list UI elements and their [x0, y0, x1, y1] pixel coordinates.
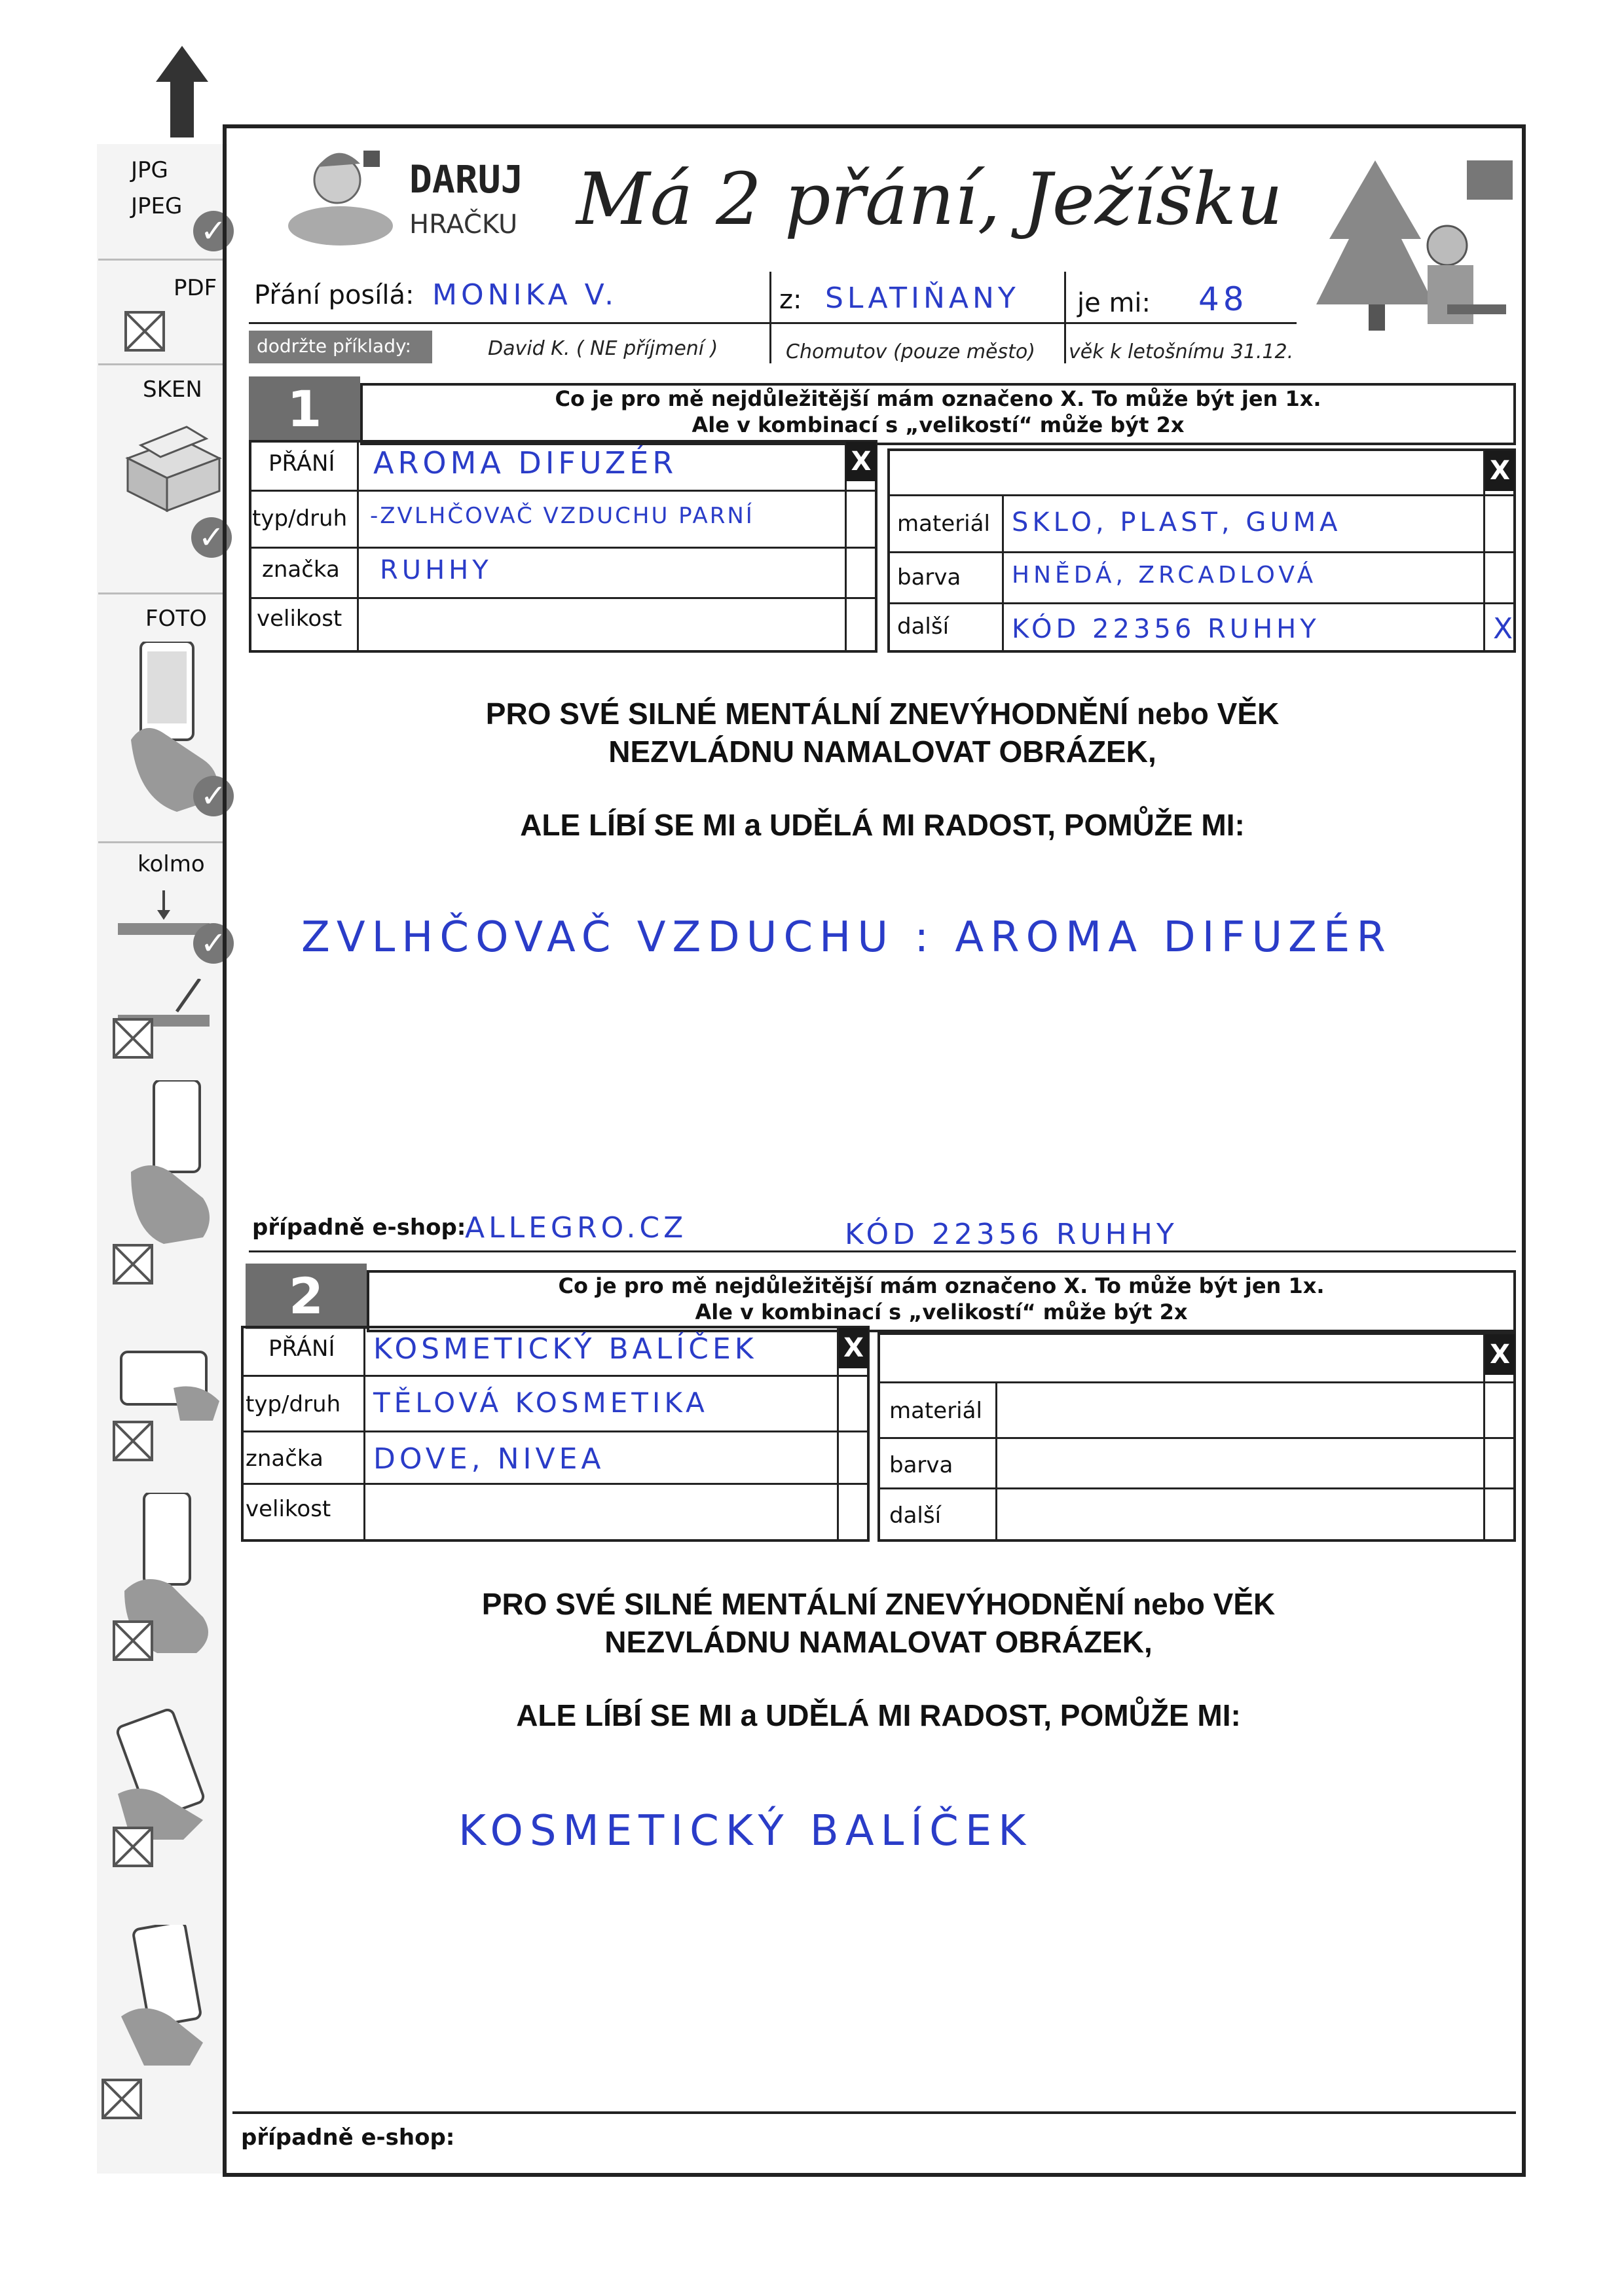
example-city: Chomutov (pouze město) [786, 340, 1035, 363]
wish-2-statement-line1: PRO SVÉ SILNÉ MENTÁLNÍ ZNEVÝHODNĚNÍ nebo VĚK [481, 1587, 1276, 1621]
w2-eshop-line [232, 2111, 1516, 2114]
from-label: z: [779, 285, 802, 315]
wish-1-x-mark: X [846, 442, 876, 481]
sidebar-photo-label: FOTO [145, 606, 207, 632]
wish-1-label-type: typ/druh [252, 505, 348, 532]
wish-2-handwritten: KOSMETICKÝ BALÍČEK [458, 1807, 1033, 1855]
scanner-icon [121, 412, 226, 517]
w2r-row-div1 [877, 1437, 1516, 1439]
wish-1-other-mark: X [1493, 612, 1517, 646]
w1r-row-div2 [887, 602, 1516, 604]
sender-label: Přání posílá: [254, 280, 415, 310]
angle-cross-icon-5 [101, 2079, 142, 2119]
wish-1-eshop-extra: KÓD 22356 RUHHY [845, 1218, 1178, 1251]
examples-label: dodržte příklady: [257, 335, 411, 357]
wish-1-statement-line1: PRO SVÉ SILNÉ MENTÁLNÍ ZNEVÝHODNĚNÍ nebo VĚK [485, 697, 1280, 731]
w1-row-div3 [249, 597, 877, 599]
up-arrow-icon [156, 46, 208, 137]
from-value: SLATIŇANY [825, 282, 1020, 315]
wish-2-statement-line2: NEZVLÁDNU NAMALOVAT OBRÁZEK, [604, 1625, 1153, 1659]
phone-angle-icon-4 [105, 1709, 223, 1840]
angle-cross-icon-1 [113, 1244, 153, 1285]
w1-row-div1 [249, 490, 877, 492]
angle-cross-icon-3 [113, 1620, 153, 1661]
wish-2-right-x-mark: X [1485, 1334, 1515, 1375]
phone-angle-icon-1 [118, 1080, 223, 1250]
scan-check-icon: ✓ [191, 517, 232, 558]
wish-1-number: 1 [249, 376, 360, 442]
w1-row-div2 [249, 547, 877, 549]
wish-1-label-size: velikost [257, 606, 342, 632]
wish-1-value-color: HNĚDÁ, ZRCADLOVÁ [1012, 562, 1318, 589]
wish-2-label-wish: PŘÁNÍ [268, 1336, 335, 1362]
phone-angle-icon-5 [111, 1925, 223, 2069]
wish-2-eshop-label: případně e-shop: [241, 2124, 455, 2151]
wish-1-label-wish: PŘÁNÍ [268, 450, 335, 477]
wish-1-value-brand: RUHHY [380, 555, 492, 585]
jpg-check-icon: ✓ [193, 211, 234, 251]
wish-1-statement-line2: NEZVLÁDNU NAMALOVAT OBRÁZEK, [608, 735, 1156, 769]
wish-1-label-brand: značka [262, 556, 340, 583]
wish-2-instruction-line2: Ale v kombinací s „velikostí“ může být 2x [695, 1300, 1188, 1324]
christmas-tree-icon [1303, 147, 1519, 363]
w2r-row-div0 [877, 1381, 1516, 1383]
wish-1-value-wish: AROMA DIFUZÉR [373, 445, 678, 481]
sidebar-jpg-label: JPG [131, 157, 168, 183]
age-value: 48 [1198, 280, 1248, 318]
logo-daruj: DARUJ [409, 157, 524, 202]
wish-1-handwritten: ZVLHČOVAČ VZDUCHU : AROMA DIFUZÉR [301, 913, 1392, 962]
w2-col-div [363, 1326, 365, 1542]
w1r-row-div1 [887, 551, 1516, 553]
photo-check-icon: ✓ [193, 776, 234, 816]
tilted-cross-icon [113, 1018, 153, 1059]
age-divider [1064, 272, 1066, 363]
w1r-row-div0 [887, 494, 1516, 496]
pdf-cross-icon [124, 311, 165, 352]
example-age: věk k letošnímu 31.12. [1069, 340, 1294, 363]
santa-logo-icon [282, 141, 399, 252]
wish-2-instruction-line1: Co je pro mě nejdůležitější mám označeno X. To může být jen 1x. [558, 1273, 1325, 1298]
w2-row-div2 [241, 1430, 870, 1432]
sender-row-line [249, 322, 1297, 324]
wish-1-label-color: barva [897, 564, 961, 591]
wish-1-instruction-line1: Co je pro mě nejdůležitější mám označeno X. To může být jen 1x. [555, 386, 1321, 411]
wish-2-label-color: barva [889, 1452, 953, 1478]
age-label: je mi: [1077, 288, 1151, 318]
w2r-row-div2 [877, 1487, 1516, 1489]
sidebar-pdf-label: PDF [174, 275, 217, 301]
wish-2-value-brand: DOVE, NIVEA [373, 1442, 605, 1476]
from-divider [769, 272, 771, 363]
wish-2-label-brand: značka [246, 1446, 323, 1472]
wish-1-right-x-mark: X [1485, 450, 1515, 491]
page-title: Má 2 přání, Ježíšku [576, 157, 1283, 241]
wish-2-label-type: typ/druh [246, 1391, 341, 1417]
angle-cross-icon-4 [113, 1827, 153, 1867]
phone-angle-icon-2 [115, 1342, 223, 1421]
wish-2-value-type: TĚLOVÁ KOSMETIKA [373, 1387, 709, 1419]
wish-1-value-material: SKLO, PLAST, GUMA [1012, 507, 1342, 538]
wish-2-x-mark: X [839, 1328, 868, 1368]
wish-2-statement-line3: ALE LÍBÍ SE MI a UDĚLÁ MI RADOST, POMŮŽE MI: [516, 1698, 1241, 1732]
wish-2-value-wish: KOSMETICKÝ BALÍČEK [373, 1332, 758, 1366]
wish-1-eshop-label: případně e-shop: [252, 1214, 466, 1241]
sender-value: MONIKA V. [432, 278, 618, 312]
sidebar-perpendicular-label: kolmo [138, 851, 205, 877]
wish-2-label-other: další [889, 1503, 942, 1529]
w2r-col-div [995, 1381, 997, 1542]
w2-row-div1 [241, 1375, 870, 1377]
wish-2-label-material: materiál [889, 1398, 982, 1424]
angle-cross-icon-2 [113, 1421, 153, 1461]
wish-1-value-other: KÓD 22356 RUHHY [1012, 614, 1320, 644]
wish-1-eshop-value: ALLEGRO.CZ [465, 1211, 688, 1245]
wish-1-value-type: -ZVLHČOVAČ VZDUCHU PARNÍ [370, 503, 754, 529]
wish-1-statement-line3: ALE LÍBÍ SE MI a UDĚLÁ MI RADOST, POMŮŽE MI: [520, 808, 1245, 842]
w1r-col-div [1002, 494, 1004, 653]
w2-row-div3 [241, 1483, 870, 1485]
perpendicular-check-icon: ✓ [193, 923, 234, 964]
sidebar-jpeg-label: JPEG [131, 193, 183, 219]
example-name: David K. ( NE příjmení ) [488, 337, 718, 360]
logo-hracku: HRAČKU [409, 210, 518, 240]
sidebar-scan-label: SKEN [143, 376, 202, 403]
wish-1-label-material: materiál [897, 511, 990, 537]
wish-2-number: 2 [246, 1264, 367, 1329]
wish-1-instruction-line2: Ale v kombinací s „velikostí“ může být 2x [692, 412, 1185, 437]
wish-2-label-size: velikost [246, 1496, 331, 1522]
wish-1-label-other: další [897, 613, 950, 640]
